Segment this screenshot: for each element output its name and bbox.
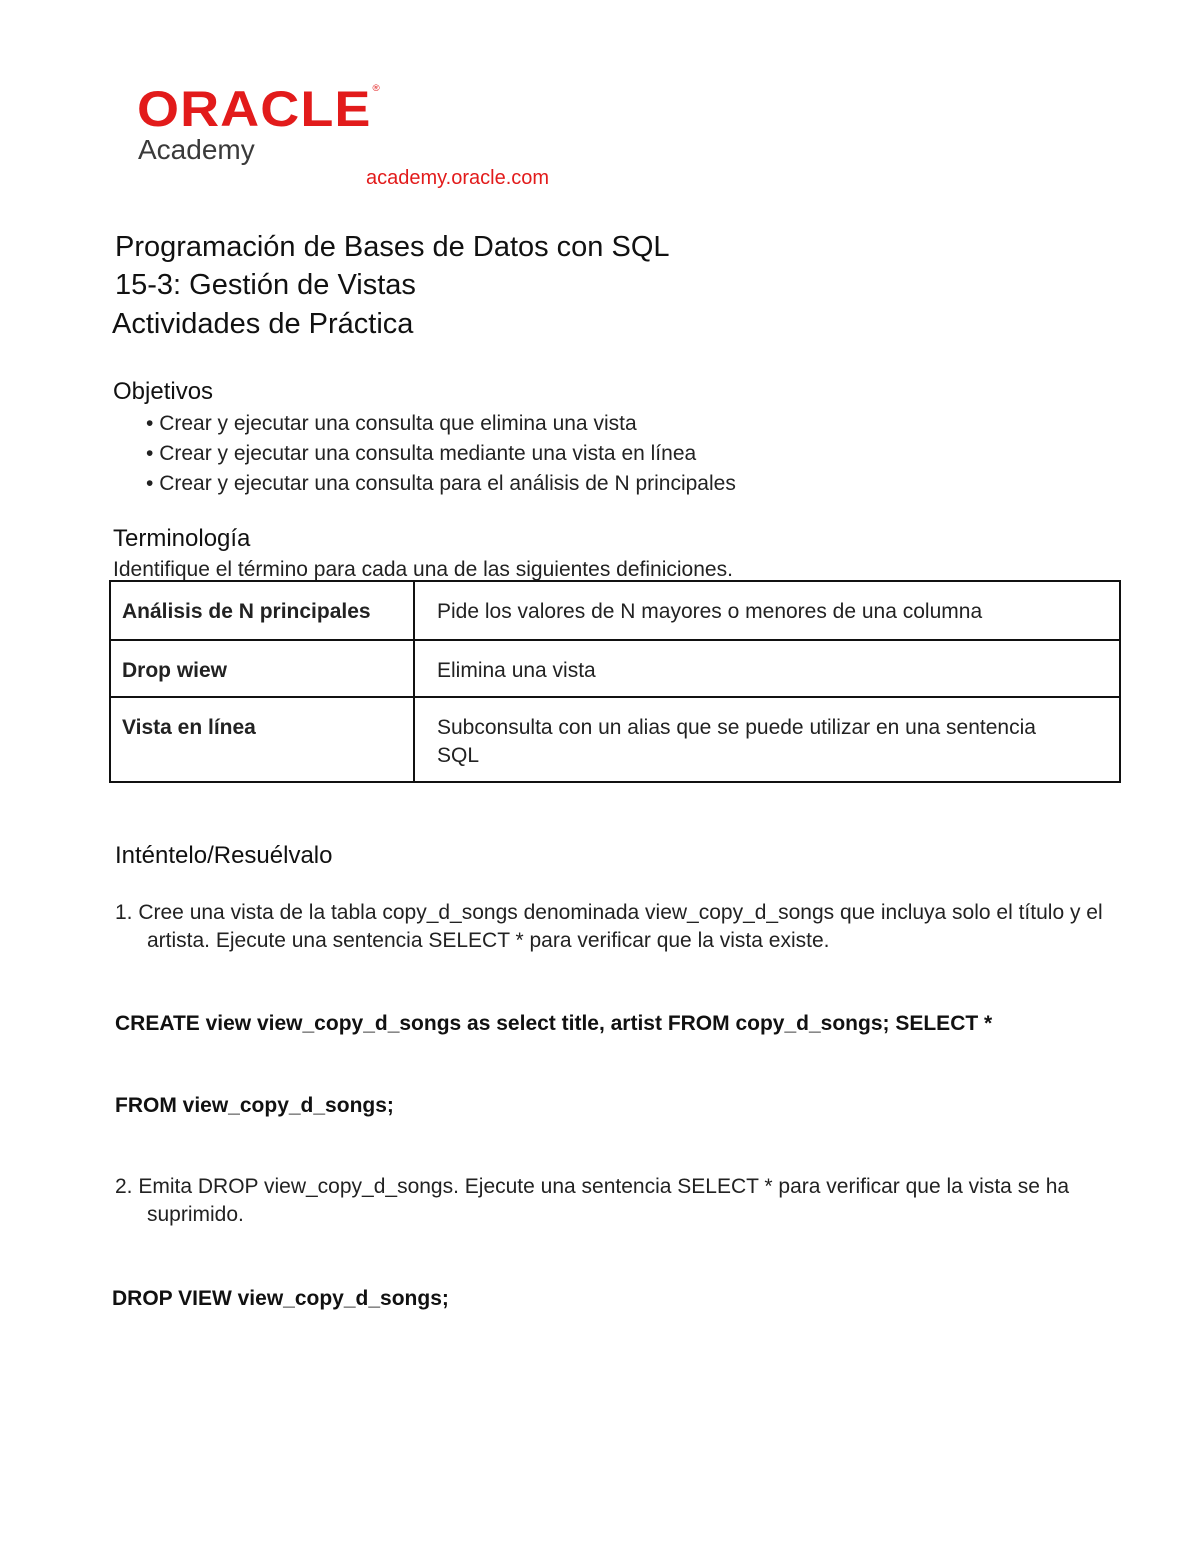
answer-1-line-1: CREATE view view_copy_d_songs as select title, artist FROM copy_d_songs; SELECT * bbox=[115, 1012, 993, 1035]
lesson-title: 15-3: Gestión de Vistas bbox=[115, 269, 416, 301]
oracle-wordmark: ORACLE bbox=[137, 81, 372, 137]
academy-wordmark: Academy bbox=[138, 134, 255, 165]
table-row bbox=[110, 640, 1120, 697]
objective-item: • Crear y ejecutar una consulta mediante una vista en línea bbox=[146, 439, 736, 469]
term-cell: Drop wiew bbox=[110, 640, 414, 697]
terminology-table bbox=[109, 580, 1121, 783]
question-2: 2. Emita DROP view_copy_d_songs. Ejecute una sentencia SELECT * para verificar que la vista se ha suprimido. bbox=[115, 1175, 1070, 1226]
definition-cell: Subconsulta con un alias que se puede utilizar en una sentencia SQL bbox=[414, 697, 1120, 782]
practice-heading: Inténtelo/Resuélvalo bbox=[115, 842, 333, 869]
definition-cell: Pide los valores de N mayores o menores de una columna bbox=[414, 581, 1120, 640]
registered-mark: ® bbox=[372, 83, 381, 93]
terminology-intro: Identifique el término para cada una de las siguientes definiciones. bbox=[113, 558, 733, 581]
table-row bbox=[110, 581, 1120, 640]
table-row bbox=[110, 697, 1120, 782]
objectives-list bbox=[146, 409, 736, 499]
term-cell: Análisis de N principales bbox=[110, 581, 414, 640]
answer-2: DROP VIEW view_copy_d_songs; bbox=[112, 1287, 449, 1310]
site-url-link[interactable]: academy.oracle.com bbox=[366, 167, 550, 189]
answer-1-line-2: FROM view_copy_d_songs; bbox=[115, 1094, 394, 1117]
oracle-logo bbox=[137, 81, 381, 137]
question-1: 1. Cree una vista de la tabla copy_d_songs denominada view_copy_d_songs que incluya solo el título y el artista. Ejecute una sentencia SELECT * para verificar que la vista existe. bbox=[115, 901, 1103, 952]
objective-item: • Crear y ejecutar una consulta que elimina una vista bbox=[146, 409, 736, 439]
objective-item: • Crear y ejecutar una consulta para el análisis de N principales bbox=[146, 469, 736, 499]
course-title: Programación de Bases de Datos con SQL bbox=[115, 231, 670, 263]
objectives-heading: Objetivos bbox=[113, 378, 214, 405]
term-cell: Vista en línea bbox=[110, 697, 414, 782]
terminology-heading: Terminología bbox=[113, 525, 251, 552]
definition-cell: Elimina una vista bbox=[414, 640, 1120, 697]
activity-title: Actividades de Práctica bbox=[112, 308, 414, 340]
